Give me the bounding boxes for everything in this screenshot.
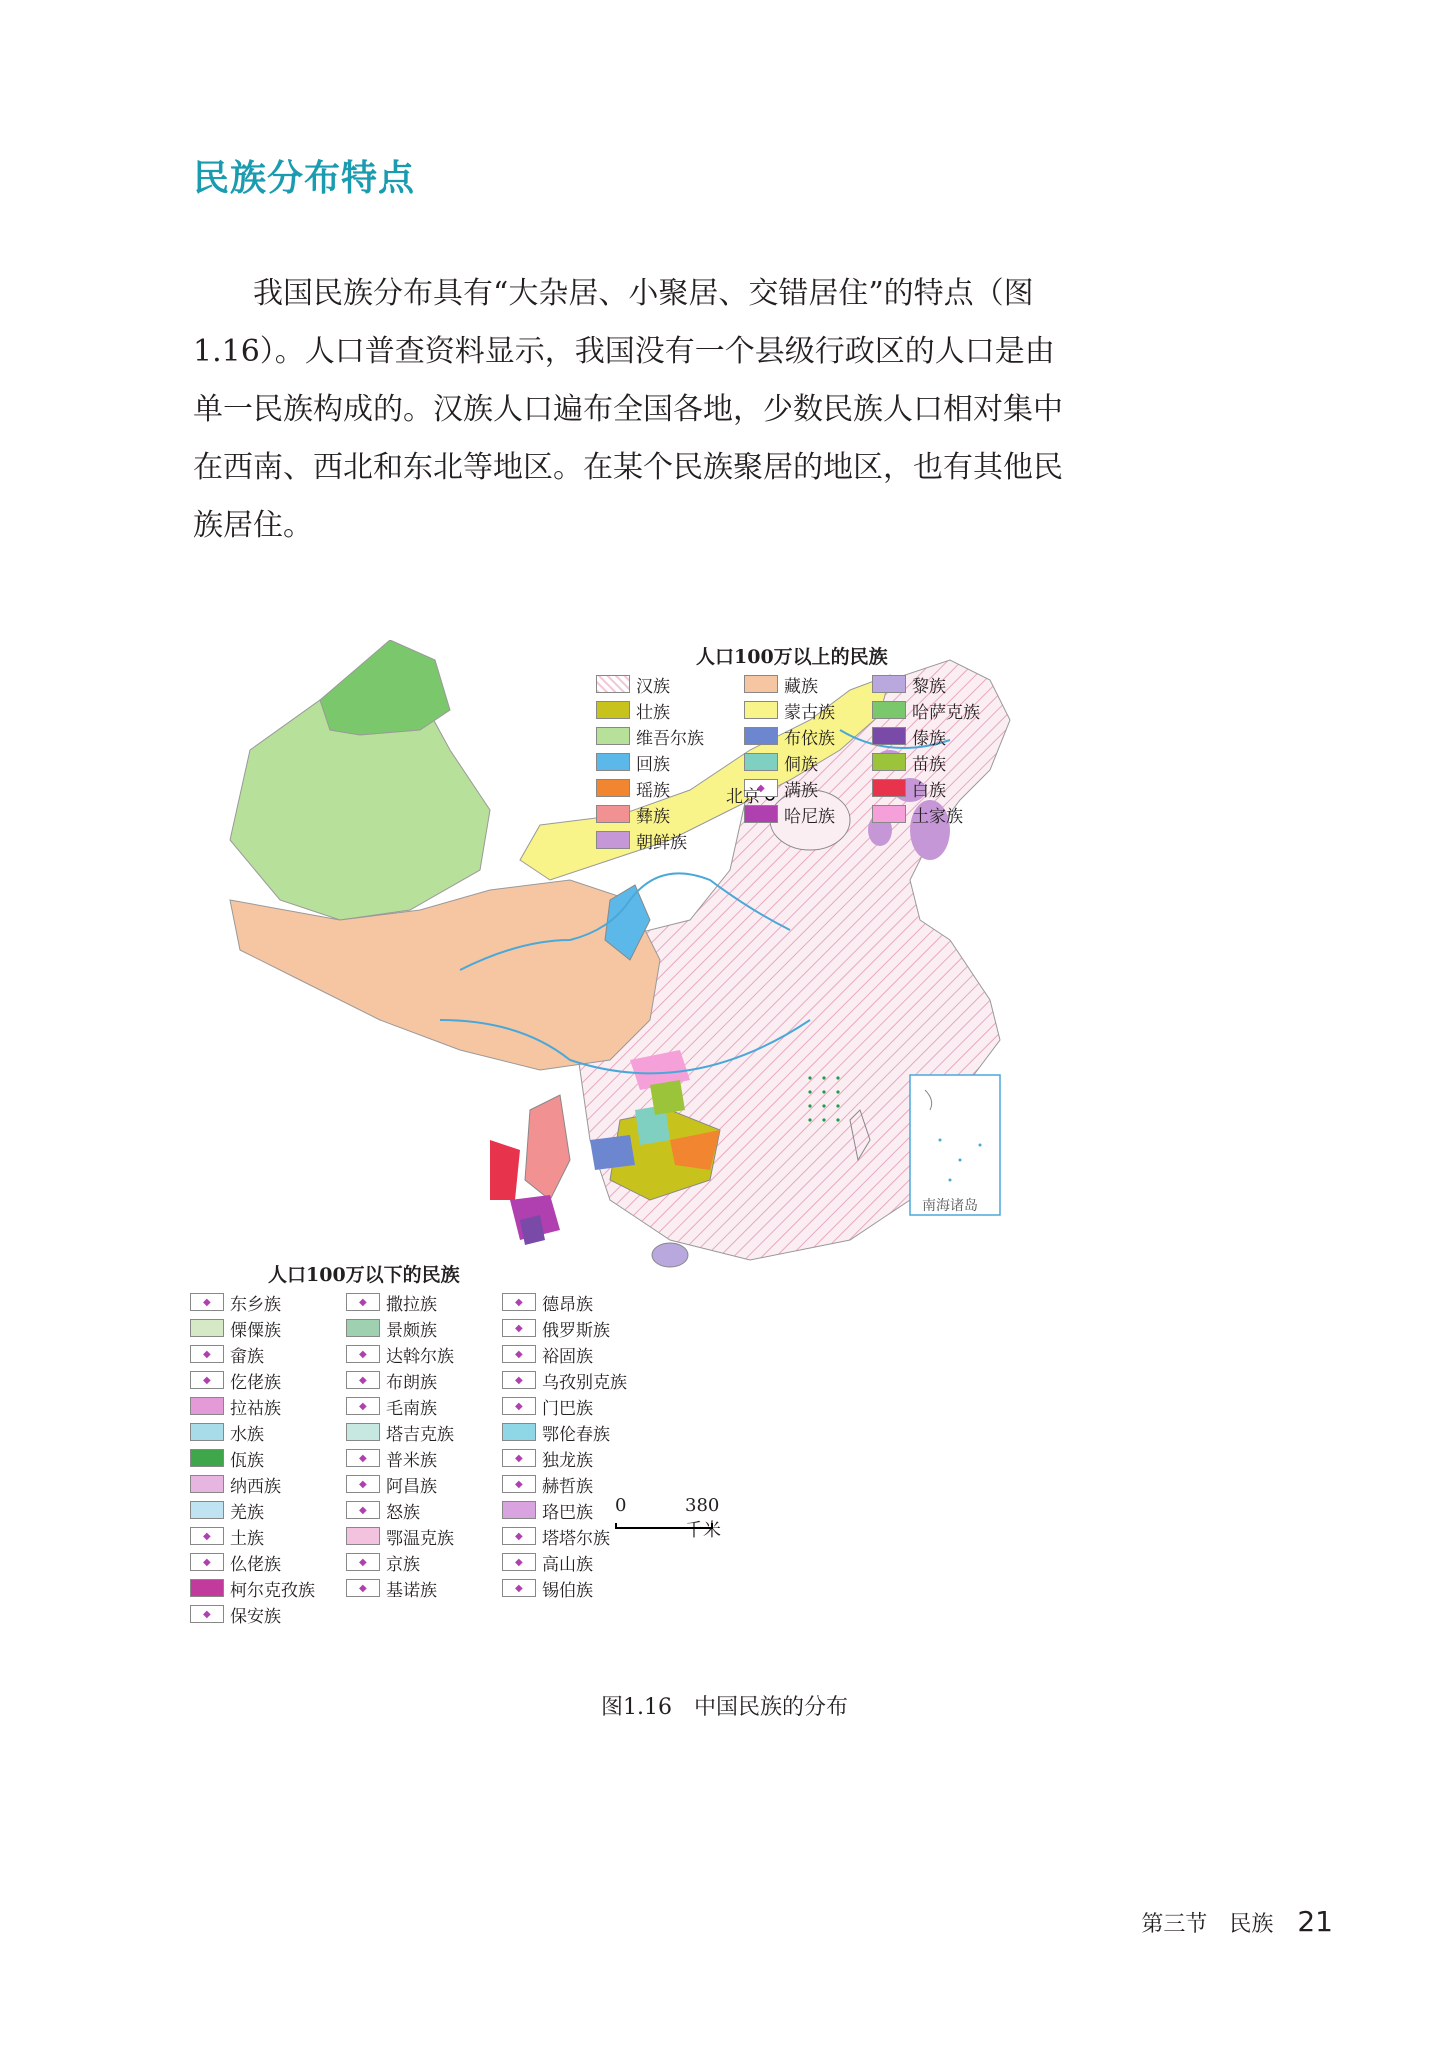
legend-small-symbol-icon: ◆ — [359, 1583, 367, 1594]
legend-large-item — [596, 803, 736, 825]
legend-small-label: 赫哲族 — [542, 1476, 593, 1497]
legend-small-item — [502, 1369, 650, 1391]
legend-large-swatch — [872, 779, 906, 797]
legend-small-item — [190, 1447, 338, 1469]
legend-large-symbol-icon: ◆ — [757, 783, 765, 794]
legend-small-label: 锡伯族 — [542, 1580, 593, 1601]
legend-small-item — [190, 1473, 338, 1495]
legend-small-swatch — [346, 1319, 380, 1337]
legend-small-swatch — [346, 1371, 380, 1389]
legend-large-title: 人口100万以上的民族 — [696, 646, 888, 668]
legend-small-item — [190, 1395, 338, 1417]
legend-small-swatch — [502, 1345, 536, 1363]
legend-small-label: 基诺族 — [386, 1580, 437, 1601]
legend-large-item — [872, 725, 1012, 747]
legend-small-label: 傈僳族 — [230, 1320, 281, 1341]
legend-large-item — [596, 777, 736, 799]
legend-small-item — [190, 1603, 338, 1625]
legend-large-swatch — [872, 753, 906, 771]
legend-large-label: 土家族 — [912, 806, 963, 827]
legend-small-symbol-icon: ◆ — [359, 1505, 367, 1516]
legend-large-item — [744, 751, 864, 773]
legend-small-swatch — [502, 1423, 536, 1441]
legend-small-item — [502, 1343, 650, 1365]
legend-small-label: 独龙族 — [542, 1450, 593, 1471]
legend-small-symbol-icon: ◆ — [515, 1557, 523, 1568]
legend-small-item — [346, 1421, 494, 1443]
legend-small-symbol-icon: ◆ — [203, 1297, 211, 1308]
legend-small-label: 布朗族 — [386, 1372, 437, 1393]
legend-small-item — [502, 1447, 650, 1469]
legend-small-symbol-icon: ◆ — [515, 1531, 523, 1542]
legend-large-item — [596, 699, 736, 721]
legend-small-item — [190, 1577, 338, 1599]
legend-large-item — [596, 751, 736, 773]
legend-small-label: 鄂伦春族 — [542, 1424, 610, 1445]
legend-small-swatch — [346, 1449, 380, 1467]
legend-small-label: 畲族 — [230, 1346, 264, 1367]
legend-small-item — [346, 1291, 494, 1313]
legend-small-label: 撒拉族 — [386, 1294, 437, 1315]
legend-small-item — [190, 1317, 338, 1339]
legend-large-swatch — [596, 779, 630, 797]
legend-small-swatch — [502, 1319, 536, 1337]
li-region — [652, 1243, 688, 1267]
legend-large-label: 傣族 — [912, 728, 946, 749]
legend-small-label: 乌孜别克族 — [542, 1372, 627, 1393]
legend-small-swatch — [346, 1423, 380, 1441]
legend-small-symbol-icon: ◆ — [515, 1323, 523, 1334]
legend-small-label: 拉祜族 — [230, 1398, 281, 1419]
legend-small-item — [190, 1369, 338, 1391]
legend-small-item — [190, 1343, 338, 1365]
legend-small-item — [502, 1551, 650, 1573]
legend-small-swatch — [190, 1345, 224, 1363]
legend-small-groups — [190, 1260, 650, 1625]
legend-small-label: 仡佬族 — [230, 1372, 281, 1393]
legend-large-swatch — [596, 675, 630, 693]
yi-region — [525, 1095, 570, 1200]
legend-small-symbol-icon: ◆ — [359, 1297, 367, 1308]
legend-small-symbol-icon: ◆ — [203, 1375, 211, 1386]
legend-large-label: 黎族 — [912, 676, 946, 697]
legend-small-swatch — [190, 1475, 224, 1493]
legend-large-label: 哈萨克族 — [912, 702, 980, 723]
legend-large-swatch — [872, 727, 906, 745]
legend-large-label: 布依族 — [784, 728, 835, 749]
legend-large-label: 彝族 — [636, 806, 670, 827]
legend-small-symbol-icon: ◆ — [359, 1349, 367, 1360]
legend-small-item — [190, 1421, 338, 1443]
tibetan-region — [230, 880, 660, 1070]
legend-small-item — [346, 1369, 494, 1391]
legend-small-label: 土族 — [230, 1528, 264, 1549]
legend-small-label: 珞巴族 — [542, 1502, 593, 1523]
legend-large-swatch — [596, 701, 630, 719]
legend-small-swatch — [346, 1553, 380, 1571]
footer-section: 第三节 民族 — [1141, 1912, 1274, 1937]
legend-small-label: 阿昌族 — [386, 1476, 437, 1497]
legend-small-swatch — [190, 1397, 224, 1415]
legend-large-item — [744, 725, 864, 747]
legend-small-item — [346, 1551, 494, 1573]
legend-small-label: 东乡族 — [230, 1294, 281, 1315]
legend-small-symbol-icon: ◆ — [203, 1349, 211, 1360]
legend-large-item — [744, 777, 864, 799]
legend-large-item — [744, 673, 864, 695]
legend-small-item — [190, 1551, 338, 1573]
legend-small-symbol-icon: ◆ — [515, 1401, 523, 1412]
legend-large-swatch — [744, 701, 778, 719]
legend-small-symbol-icon: ◆ — [359, 1401, 367, 1412]
legend-small-swatch — [190, 1319, 224, 1337]
legend-small-symbol-icon: ◆ — [359, 1557, 367, 1568]
legend-small-swatch — [502, 1293, 536, 1311]
legend-small-symbol-icon: ◆ — [515, 1349, 523, 1360]
legend-large-label: 壮族 — [636, 702, 670, 723]
scale-bar-line — [615, 1523, 713, 1529]
legend-large-grid — [596, 673, 1016, 851]
legend-large-groups — [596, 642, 1016, 851]
legend-large-swatch — [744, 727, 778, 745]
legend-small-label: 毛南族 — [386, 1398, 437, 1419]
legend-small-symbol-icon: ◆ — [359, 1453, 367, 1464]
legend-small-swatch — [502, 1527, 536, 1545]
legend-small-label: 塔吉克族 — [386, 1424, 454, 1445]
legend-small-item — [346, 1343, 494, 1365]
legend-large-label: 白族 — [912, 780, 946, 801]
legend-small-label: 门巴族 — [542, 1398, 593, 1419]
legend-small-item — [346, 1317, 494, 1339]
legend-small-item — [190, 1291, 338, 1313]
legend-small-symbol-icon: ◆ — [203, 1609, 211, 1620]
legend-large-swatch — [596, 831, 630, 849]
legend-small-label: 保安族 — [230, 1606, 281, 1627]
legend-small-label: 鄂温克族 — [386, 1528, 454, 1549]
legend-small-item — [190, 1499, 338, 1521]
legend-small-swatch — [346, 1345, 380, 1363]
legend-small-swatch — [346, 1293, 380, 1311]
legend-small-swatch — [190, 1293, 224, 1311]
legend-large-label: 蒙古族 — [784, 702, 835, 723]
legend-small-item — [346, 1577, 494, 1599]
section-title: 民族分布特点 — [193, 158, 416, 199]
legend-small-swatch — [502, 1579, 536, 1597]
legend-large-item — [744, 803, 864, 825]
legend-small-swatch — [502, 1449, 536, 1467]
legend-small-label: 达斡尔族 — [386, 1346, 454, 1367]
legend-small-label: 水族 — [230, 1424, 264, 1445]
legend-small-swatch — [190, 1501, 224, 1519]
legend-small-item — [502, 1291, 650, 1313]
legend-large-item — [872, 777, 1012, 799]
south-china-sea-inset — [910, 1075, 1000, 1215]
buyi-region — [590, 1135, 635, 1170]
legend-large-item — [872, 751, 1012, 773]
legend-small-label: 景颇族 — [386, 1320, 437, 1341]
legend-small-swatch — [190, 1553, 224, 1571]
legend-small-label: 仫佬族 — [230, 1554, 281, 1575]
legend-small-item — [190, 1525, 338, 1547]
legend-small-label: 俄罗斯族 — [542, 1320, 610, 1341]
legend-small-label: 纳西族 — [230, 1476, 281, 1497]
legend-large-item — [596, 829, 736, 851]
legend-small-swatch — [346, 1501, 380, 1519]
legend-large-swatch — [872, 675, 906, 693]
legend-small-symbol-icon: ◆ — [203, 1557, 211, 1568]
legend-large-item — [596, 725, 736, 747]
legend-small-label: 佤族 — [230, 1450, 264, 1471]
legend-large-swatch — [744, 675, 778, 693]
legend-small-swatch — [346, 1579, 380, 1597]
legend-large-swatch — [872, 805, 906, 823]
legend-small-item — [502, 1317, 650, 1339]
legend-small-swatch — [502, 1397, 536, 1415]
legend-small-label: 高山族 — [542, 1554, 593, 1575]
ethnic-distribution-map — [190, 640, 1320, 1660]
inset-label: 南海诸岛 — [922, 1198, 978, 1214]
legend-small-symbol-icon: ◆ — [515, 1453, 523, 1464]
legend-small-item — [346, 1525, 494, 1547]
legend-small-swatch — [346, 1475, 380, 1493]
legend-small-label: 羌族 — [230, 1502, 264, 1523]
legend-small-item — [346, 1473, 494, 1495]
legend-small-swatch — [502, 1501, 536, 1519]
legend-large-label: 满族 — [784, 780, 818, 801]
legend-small-swatch — [502, 1553, 536, 1571]
scale-distance: 380千米 — [685, 1495, 721, 1541]
legend-large-swatch — [744, 753, 778, 771]
legend-small-item — [502, 1421, 650, 1443]
body-paragraph — [193, 265, 1063, 555]
legend-small-swatch — [346, 1397, 380, 1415]
legend-large-label: 汉族 — [636, 676, 670, 697]
legend-small-swatch — [502, 1371, 536, 1389]
legend-small-swatch — [190, 1605, 224, 1623]
legend-small-label: 柯尔克孜族 — [230, 1580, 315, 1601]
legend-large-label: 维吾尔族 — [636, 728, 704, 749]
legend-large-label: 朝鲜族 — [636, 832, 687, 853]
legend-large-swatch — [596, 753, 630, 771]
legend-small-label: 怒族 — [386, 1502, 420, 1523]
legend-small-symbol-icon: ◆ — [515, 1297, 523, 1308]
legend-small-swatch — [190, 1579, 224, 1597]
legend-large-item — [872, 699, 1012, 721]
legend-small-swatch — [190, 1449, 224, 1467]
legend-small-symbol-icon: ◆ — [515, 1479, 523, 1490]
legend-large-label: 回族 — [636, 754, 670, 775]
legend-small-symbol-icon: ◆ — [203, 1531, 211, 1542]
legend-large-item — [596, 673, 736, 695]
kazakh-region — [320, 640, 450, 735]
legend-small-item — [346, 1499, 494, 1521]
legend-small-item — [502, 1473, 650, 1495]
page-footer — [1141, 1905, 1333, 1938]
figure-caption: 图1.16 中国民族的分布 — [601, 1695, 848, 1720]
legend-small-title: 人口100万以下的民族 — [268, 1264, 460, 1286]
legend-small-label: 普米族 — [386, 1450, 437, 1471]
legend-small-symbol-icon: ◆ — [515, 1583, 523, 1594]
legend-small-label: 德昂族 — [542, 1294, 593, 1315]
legend-large-swatch — [872, 701, 906, 719]
legend-small-label: 塔塔尔族 — [542, 1528, 610, 1549]
legend-large-label: 瑶族 — [636, 780, 670, 801]
scale-bar — [615, 1495, 735, 1541]
legend-small-label: 京族 — [386, 1554, 420, 1575]
legend-small-label: 裕固族 — [542, 1346, 593, 1367]
legend-small-item — [502, 1395, 650, 1417]
miao-region — [650, 1080, 685, 1115]
bai-region — [490, 1140, 520, 1200]
scale-zero: 0 — [615, 1495, 627, 1516]
legend-large-swatch — [596, 727, 630, 745]
legend-small-swatch — [346, 1527, 380, 1545]
legend-large-swatch — [596, 805, 630, 823]
legend-small-swatch — [190, 1527, 224, 1545]
legend-large-label: 藏族 — [784, 676, 818, 697]
legend-small-symbol-icon: ◆ — [359, 1479, 367, 1490]
paragraph-text: 我国民族分布具有“大杂居、小聚居、交错居住”的特点（图1.16）。人口普查资料显示，我国没有一个县级行政区的人口是由单一民族构成的。汉族人口遍布全国各地，少数民族人口相对集中在西南、西北和东北等地区。在某个民族聚居的地区，也有其他民族居住。 — [193, 276, 1063, 543]
legend-small-swatch — [190, 1423, 224, 1441]
legend-large-label: 苗族 — [912, 754, 946, 775]
legend-small-grid — [190, 1291, 650, 1625]
legend-small-item — [346, 1447, 494, 1469]
legend-small-swatch — [190, 1371, 224, 1389]
legend-small-symbol-icon: ◆ — [359, 1375, 367, 1386]
legend-small-item — [346, 1395, 494, 1417]
legend-large-item — [872, 673, 1012, 695]
page-number: 21 — [1297, 1905, 1333, 1938]
legend-large-label: 哈尼族 — [784, 806, 835, 827]
legend-large-label: 侗族 — [784, 754, 818, 775]
legend-small-symbol-icon: ◆ — [515, 1375, 523, 1386]
legend-large-item — [872, 803, 1012, 825]
legend-large-swatch — [744, 805, 778, 823]
beijing-label: 北京 — [726, 787, 760, 807]
legend-small-swatch — [502, 1475, 536, 1493]
legend-large-item — [744, 699, 864, 721]
legend-small-item — [502, 1577, 650, 1599]
